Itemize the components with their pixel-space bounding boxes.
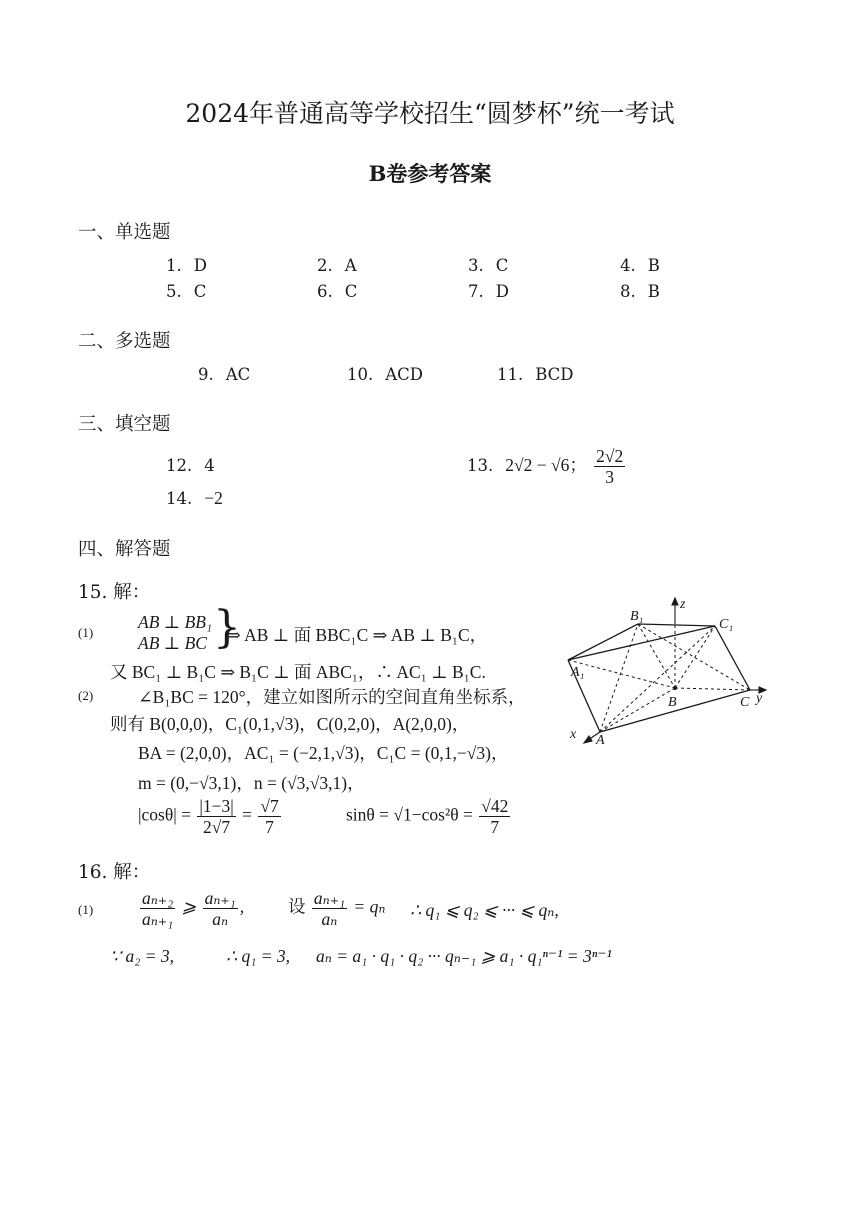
answer-12: 12. 4 [166,456,215,475]
q16-part1-label: (1) [78,902,94,917]
label-A1: A₁ [571,665,585,680]
single-choice-answer: 7. D [468,282,509,301]
q15-line6: m = (0,−√3,1)，n = (√3,√3,1)， [138,773,365,793]
q15-brace: } [213,602,241,653]
single-choice-answer: 4. B [620,256,660,275]
q15-sin-line: sinθ = √1−cos²θ = $\frac{√42}{7}$ [346,796,509,838]
q15-line1: ⇒ AB ⊥ 面 BBC₁C ⇒ AB ⊥ B₁C， [226,625,488,645]
label-B: B [668,695,677,710]
label-z: z [680,597,686,612]
answer-14: 14. −2 [166,488,223,508]
single-choice-answer: 8. B [620,282,660,301]
label-C1: C₁ [719,617,734,632]
q15-condition-2: AB ⊥ BC [138,633,207,653]
q16-line2c: aₙ = a₁ · q₁ · q₂ ··· qₙ₋₁ ⩾ a₁ · q₁ⁿ⁻¹ = 3ⁿ⁻¹ [316,946,612,966]
q16-line1: $\frac{\text{aₙ₊₂}}{\text{aₙ₊₁}}$ ⩾ $\frac{\text{aₙ₊₁}}{\text{aₙ}}$ , [142,888,245,930]
q15-line2: 又 BC₁ ⊥ B₁C ⇒ B₁C ⊥ 面 ABC₁，∴ AC₁ ⊥ B₁C. [110,662,486,682]
q16-let: 设 $\frac{\text{aₙ₊₁}}{\text{aₙ}}$ = qₙ [288,888,386,930]
multi-choice-answer: 11. BCD [497,365,574,384]
answer-13: 13. 2√2 − √6； $\frac{2√2}{3}$ [467,446,624,488]
q15-part2-label: (2) [78,688,94,703]
prism-figure [560,596,770,746]
single-choice-answer: 1. D [166,256,207,275]
q15-line4: 则有 B(0,0,0)，C₁(0,1,√3)，C(0,2,0)，A(2,0,0)， [110,714,470,734]
page-title: 2024年普通高等学校招生“圆梦杯”统一考试 [185,99,675,128]
q15-heading: 15. 解： [78,582,151,603]
label-y: y [756,691,763,706]
section-heading-multi-choice: 二、多选题 [78,331,171,352]
label-B1: B₁ [630,609,644,624]
multi-choice-answer: 9. AC [198,365,251,384]
single-choice-answer: 2. A [317,256,357,275]
section-heading-fill-blank: 三、填空题 [78,414,171,435]
q16-heading: 16. 解： [78,862,151,883]
q15-line3: ∠B₁BC = 120°，建立如图所示的空间直角坐标系， [138,687,526,707]
single-choice-answer: 6. C [317,282,358,301]
label-x: x [570,727,577,742]
answer-13-fraction: $\frac{2√2}{3}$ [596,446,624,488]
label-A: A [596,733,605,746]
single-choice-answer: 3. C [468,256,509,275]
page-subtitle: B卷参考答案 [368,161,492,186]
q15-condition-1: AB ⊥ BB₁ [138,612,213,632]
q16-therefore: ∴ q₁ ⩽ q₂ ⩽ ··· ⩽ qₙ, [410,900,559,920]
section-heading-single-choice: 一、单选题 [78,222,171,243]
multi-choice-answer: 10. ACD [347,365,424,384]
label-C: C [740,695,750,710]
q15-part1-label: (1) [78,625,94,640]
section-heading-solutions: 四、解答题 [78,539,171,560]
single-choice-answer: 5. C [166,282,207,301]
point-B [673,686,677,690]
q16-line2b: ∴ q₁ = 3, [226,946,291,966]
q16-line2a: ∵ a₂ = 3, [110,946,175,966]
q15-line5: BA = (2,0,0)，AC₁ = (−2,1,√3)，C₁C = (0,1,−√3)， [138,743,509,763]
q15-cos-line: |cosθ| = $\frac{|1-3|}{2√7}$ = $\frac{√7}{7}$ [138,796,279,838]
